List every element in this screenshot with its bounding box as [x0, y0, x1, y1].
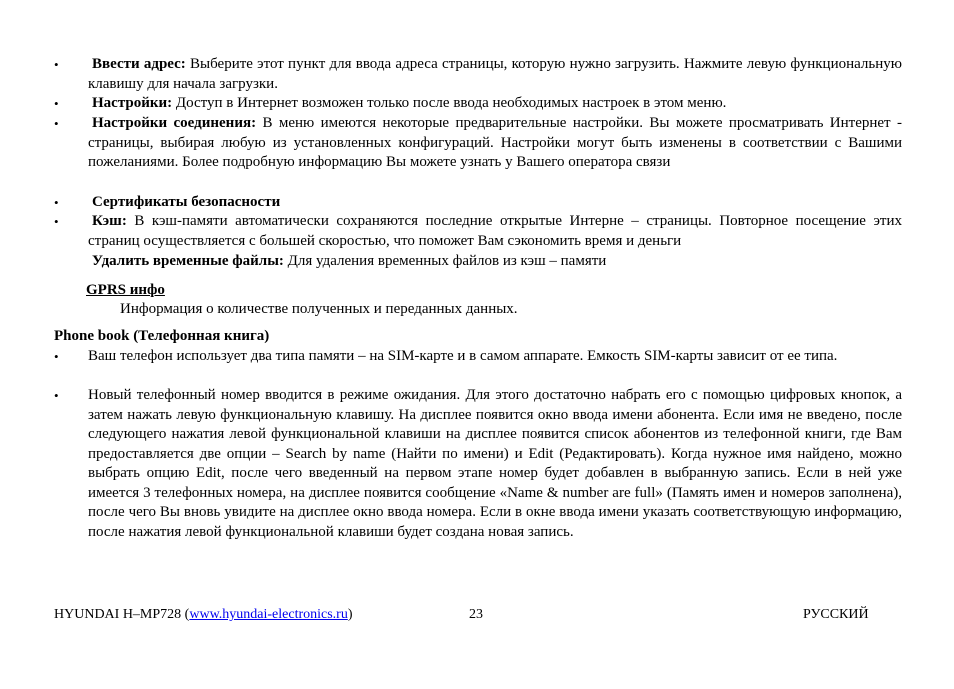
item-text: В кэш-памяти автоматически сохраняются последние открытые Интерне – страницы. Повторное посещение этих страниц осуществляется с большей скоростью, что поможет Вам сэкономить время и деньги [88, 213, 902, 249]
item-title: Настройки соединения: [92, 115, 257, 131]
footer-model: HYUNDAI H–MP728 (www.hyundai-electronics.ru) [54, 607, 353, 622]
item-title: Настройки: [92, 95, 173, 111]
list-item [54, 212, 902, 252]
item-text: Доступ в Интернет возможен только после ввода необходимых настроек в этом меню. [172, 95, 727, 111]
item-text: Новый телефонный номер вводится в режиме ожидания. Для этого достаточно набрать его с помощью цифровых кнопок, а затем нажать левую функциональную клавишу. На дисплее появится окно ввода имени абонента. Если имя не введено, после следующего нажатия левой функциональной клавиши на дисплее появится список абонентов из телефонной книги, где Вам предоставляется две опции – Search by name (Найти по имени) и Edit (Редактировать). Когда нужное имя найдено, можно выбрать опцию Edit, после чего введенный на первом этапе номер будет добавлен в выбранную запись. Если в ней уже имеется 3 телефонных номера, на дисплее появится сообщение «Name & number are full» (Память имен и номеров заполнена), после чего Вы вновь увидите на дисплее окно ввода номера. Если в окне ввода имени указать соответствующую информацию, после нажатия левой функциональной клавиши будет создана новая запись. [88, 387, 902, 540]
footer-language: РУССКИЙ [803, 607, 869, 622]
item-title: Ввести адрес: [92, 56, 186, 72]
bullet: • [54, 388, 59, 403]
item-text: Ваш телефон использует два типа памяти – на SIM-карте и в самом аппарате. Емкость SIM-карты зависит от ее типа. [88, 348, 838, 364]
list-item [54, 94, 902, 114]
list-item [54, 347, 902, 387]
item-text: Для удаления временных файлов из кэш – памяти [283, 253, 607, 269]
bullet: • [54, 116, 59, 131]
footer-link[interactable]: www.hyundai-electronics.ru [189, 607, 348, 622]
gprs-text: Информация о количестве полученных и переданных данных. [120, 301, 518, 317]
bullet: • [54, 214, 59, 229]
bullet: • [54, 57, 59, 72]
bullet: • [54, 195, 59, 210]
list-item [54, 386, 902, 566]
delete-temp-line [92, 252, 606, 272]
item-text: Выберите этот пункт для ввода адреса страницы, которую нужно загрузить. Нажмите левую функциональную клавишу для начала загрузки. [88, 56, 902, 92]
list-item [54, 55, 902, 95]
item-text: В меню имеются некоторые предварительные настройки. Вы можете просматривать Интернет - страницы, выбирая любую из установленных конфигураций. Настройки могут быть изменены в соответствии с Вашими пожеланиями. Более подробную информацию Вы можете узнать у Вашего оператора связи [88, 115, 902, 170]
bullet: • [54, 349, 59, 364]
list-item [54, 114, 902, 194]
item-title: Сертификаты безопасности [92, 194, 281, 210]
item-title: Кэш: [92, 213, 127, 229]
list-item [54, 193, 902, 213]
item-title: Удалить временные файлы: [92, 253, 284, 269]
gprs-title: GPRS инфо [86, 282, 165, 298]
bullet: • [54, 96, 59, 111]
page-number: 23 [469, 607, 483, 622]
section-heading: Phone book (Телефонная книга) [54, 328, 270, 344]
